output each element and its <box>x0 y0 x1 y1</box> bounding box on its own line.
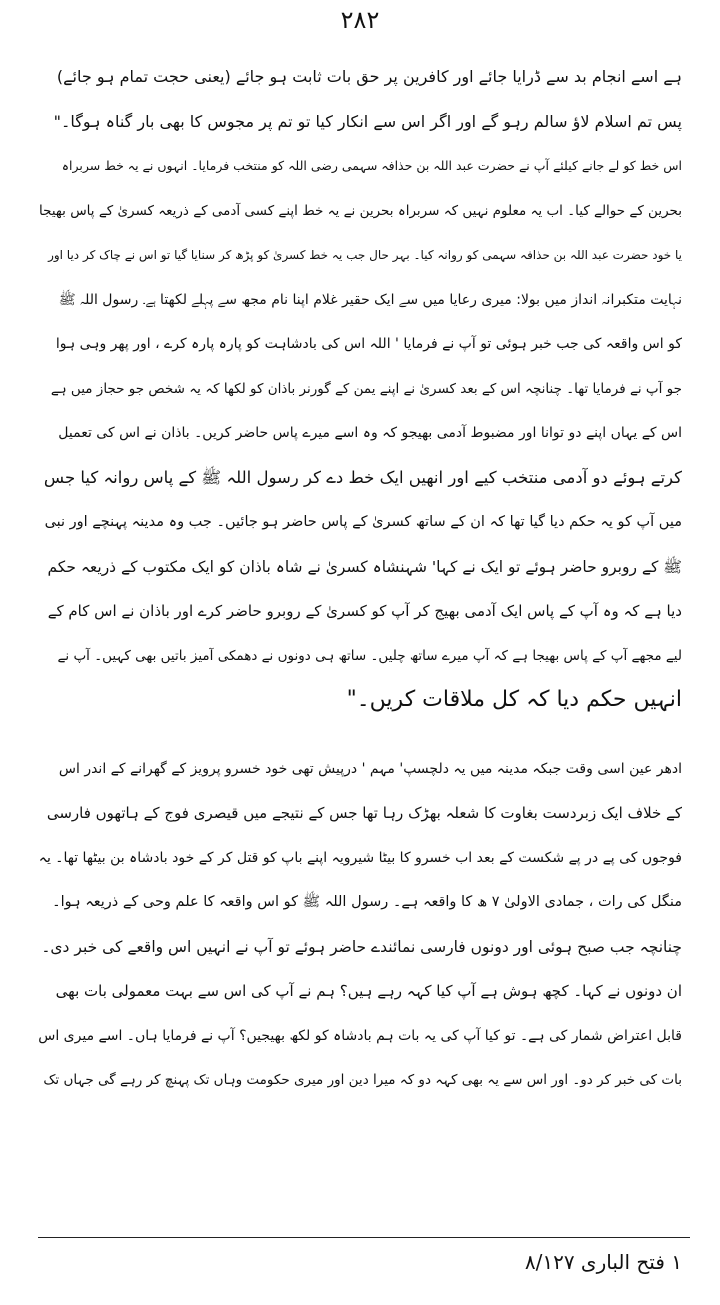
text-line: کرتے ہوئے دو آدمی منتخب کیے اور انھیں ایک خط دے کر رسول اللہ ﷺ کے پاس روانہ کیا جس <box>43 467 682 487</box>
text-line: پس تم اسلام لاؤ سالم رہو گے اور اگر اس سے انکار کیا تو تم پر مجوس کا بھی بار گناہ ہوگا۔" <box>53 111 682 131</box>
text-line: اس خط کو لے جانے کیلئے آپ نے حضرت عبد اللہ بن حذافہ سہمی رضی اللہ کو منتخب فرمایا۔ انہوں نے یہ خط سربراہ <box>61 158 682 173</box>
footnote-divider <box>38 1237 690 1238</box>
text-line: ادھر عین اسی وقت جبکہ مدینہ میں یہ دلچسپ' مہم ' درپیش تھی خود خسرو پرویز کے گھرانے کے اندر اس <box>58 760 682 777</box>
text-line: ﷺ کے روبرو حاضر ہوئے تو ایک نے کہا' شہنشاہ کسریٰ نے شاہ باذان کو ایک مکتوب کے ذریعہ حکم <box>47 557 682 576</box>
text-line: یا خود حضرت عبد اللہ بن حذافہ سہمی کو روانہ کیا۔ بہر حال جب یہ خط کسریٰ کو پڑھ کر سنایا گیا تو اس نے چاک کر دیا اور <box>48 248 682 262</box>
text-line: ہے اسے انجام بد سے ڈرایا جائے اور کافرین پر حق بات ثابت ہو جائے (یعنی حجت تمام ہو جائے) <box>56 67 682 86</box>
text-line: ان دونوں نے کہا۔ کچھ ہوش ہے آپ کیا کہہ رہے ہیں؟ ہم نے آپ کی اس سے بہت معمولی بات بھی <box>55 982 682 1000</box>
text-line: فوجوں کی پے در پے شکست کے بعد اب خسرو کا بیٹا شیرویہ اپنے باپ کو قتل کر کے خود بادشاہ بن بیٹھا تھا۔ یہ <box>38 849 682 866</box>
text-line: میں آپ کو یہ حکم دیا گیا تھا کہ ان کے ساتھ کسریٰ کے پاس حاضر ہو جائیں۔ جب وہ مدینہ پہنچے اور نبی <box>44 514 682 530</box>
text-line: انہیں حکم دیا کہ کل ملاقات کریں۔" <box>346 687 682 712</box>
text-line: قابل اعتراض شمار کی ہے۔ تو کیا آپ کی یہ بات ہم بادشاہ کو لکھ بھیجیں؟ آپ نے فرمایا ہاں۔ اسے میری اس <box>38 1027 682 1044</box>
paragraph-1 <box>38 55 682 723</box>
text-line: دیا ہے کہ وہ آپ کے پاس ایک آدمی بھیج کر آپ کو کسریٰ کے روبرو حاضر کرے اور باذان نے اس کام کے <box>47 602 682 620</box>
text-line: بحرین کے حوالے کیا۔ اب یہ معلوم نہیں کہ سربراہ بحرین نے یہ خط اپنے کسی آدمی کے ذریعہ کسریٰ کے پاس بھیجا <box>39 202 682 219</box>
text-line: بات کی خبر کر دو۔ اور اس سے یہ بھی کہہ دو کہ میرا دین اور میری حکومت وہاں تک پہنچ کر رہے گی جہاں تک <box>43 1072 682 1088</box>
paragraph-2 <box>38 747 682 1103</box>
text-line: چنانچہ جب صبح ہوئی اور دونوں فارسی نمائندے حاضر ہوئے تو آپ نے انہیں اس واقعے کی خبر دی۔ <box>41 937 682 956</box>
text-line: کے خلاف ایک زبردست بغاوت کا شعلہ بھڑک رہا تھا جس کے نتیجے میں قیصری فوج کے ہاتھوں فارسی <box>46 804 682 822</box>
paragraph-gap <box>38 723 682 747</box>
text-line: منگل کی رات ، جمادی الاولیٰ ۷ ھ کا واقعہ ہے۔ رسول اللہ ﷺ کو اس واقعہ کا علم وحی کے ذریعہ ہوا۔ <box>52 894 682 910</box>
page-number: ۲۸۲ <box>340 6 380 34</box>
text-line: لیے مجھے آپ کے پاس بھیجا ہے کہ آپ میرے ساتھ چلیں۔ ساتھ ہی دونوں نے دھمکی آمیز باتیں بھی کہیں۔ آپ نے <box>57 647 682 664</box>
body-text <box>38 55 682 1103</box>
text-line: اس کے یہاں اپنے دو توانا اور مضبوط آدمی بھیجو کہ وہ اسے میرے پاس حاضر کریں۔ باذان نے اس کی تعمیل <box>58 425 682 441</box>
footnote: ۱ فتح الباری ۸/۱۲۷ <box>524 1250 682 1274</box>
text-line: جو آپ نے فرمایا تھا۔ چنانچہ اس کے بعد کسریٰ نے اپنے یمن کے گورنر باذان کو لکھا کہ یہ شخص جو حجاز میں ہے <box>50 380 682 397</box>
text-line: کو اس واقعہ کی جب خبر ہوئی تو آپ نے فرمایا ' اللہ اس کی بادشاہت کو پارہ پارہ کرے ، اور پھر وہی ہوا <box>55 336 682 352</box>
text-line: نہایت متکبرانہ انداز میں بولا: میری رعایا میں سے ایک حقیر غلام اپنا نام مجھ سے پہلے لکھتا ہے۔ رسول اللہ ﷺ <box>58 291 682 308</box>
